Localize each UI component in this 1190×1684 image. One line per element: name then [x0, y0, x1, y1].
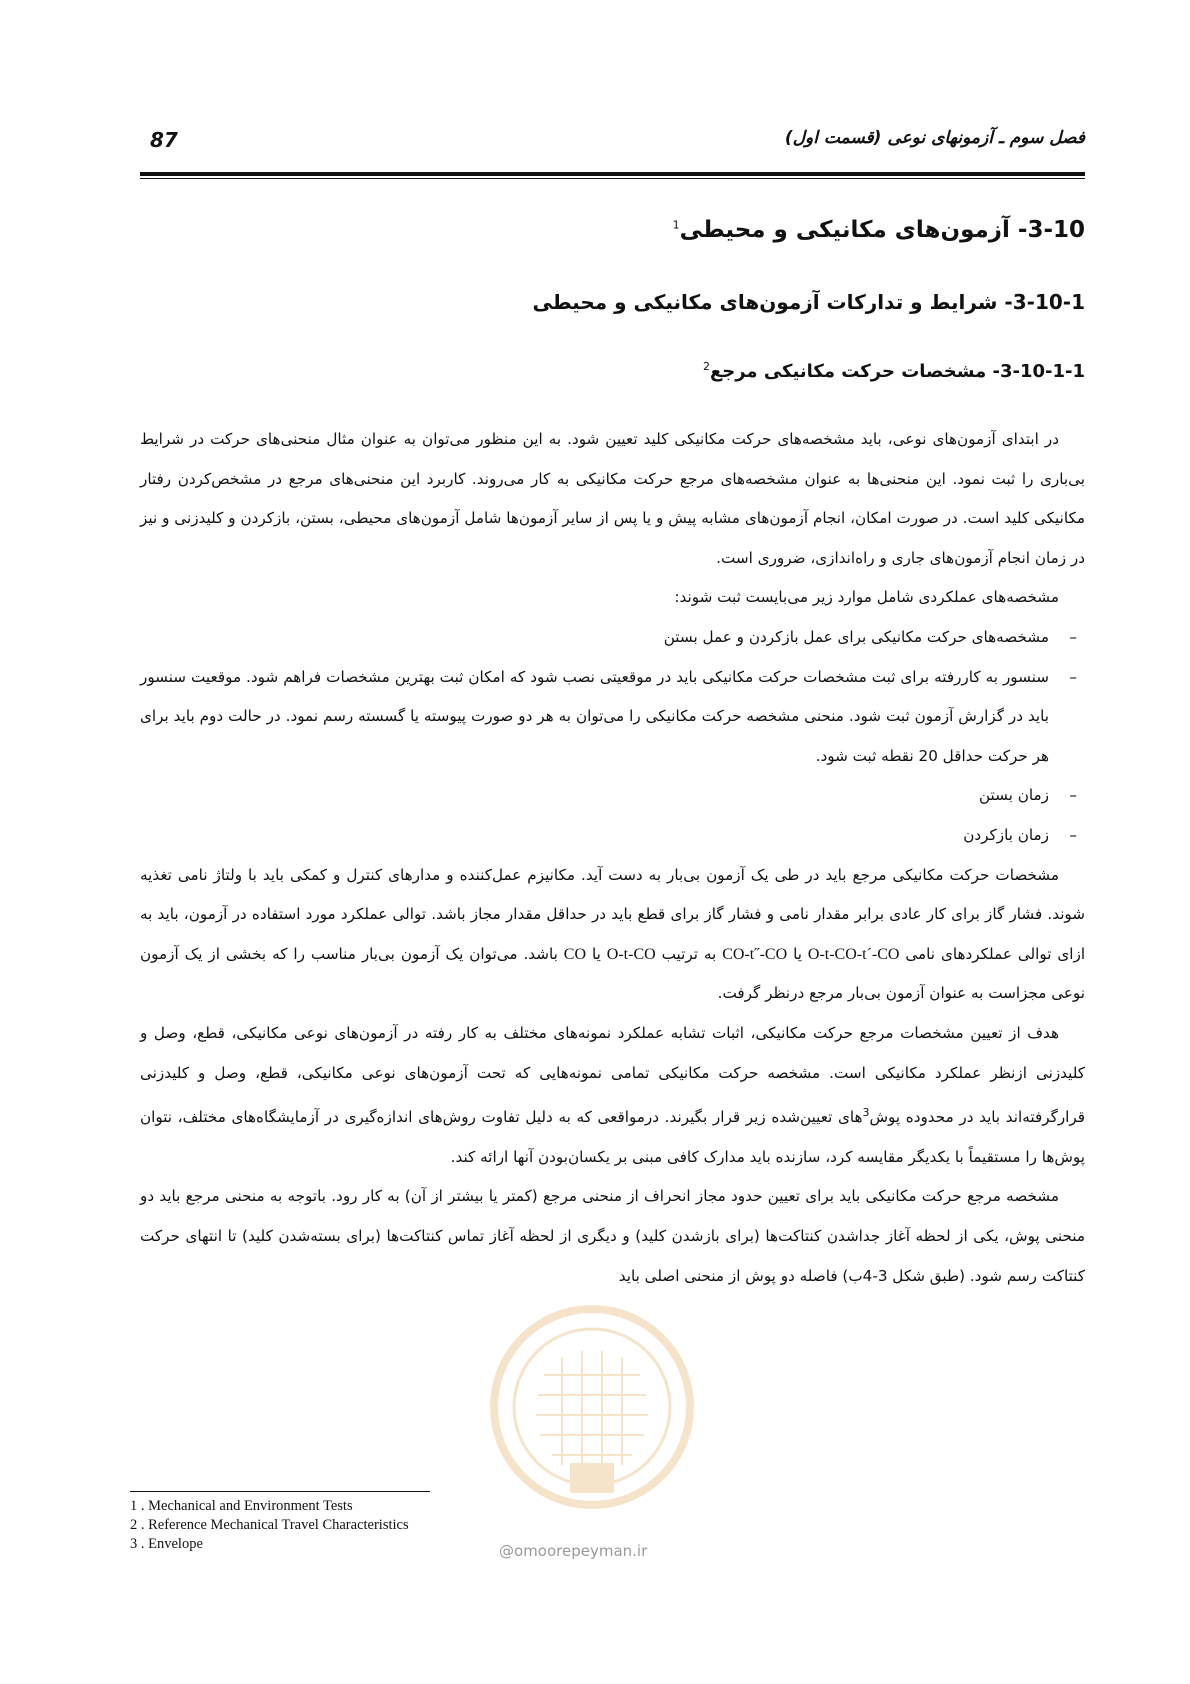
footnote: 3 . Envelope	[130, 1536, 203, 1552]
paragraph: در ابتدای آزمون‌های نوعی، باید مشخصه‌های حرکت مکانیکی کلید تعیین شود. به این منظور می‌توان به عنوان مثال منحنی‌های حرکت در شرایط بی‌باری را ثبت نمود. این منحنی‌ها به عنوان مشخصه‌های مرجع حرکت مکانیکی به کار می‌روند. کاربرد این منحنی‌های مرجع در مشخص‌کردن رفتار مکانیکی کلید است. در صورت امکان، انجام آزمون‌های مشابه پیش و یا پس از سایر آزمون‌ها شامل آزمون‌های محیطی، بستن، بازکردن و کلیدزنی و نیز در زمان انجام آزمون‌های جاری و راه‌اندازی، ضروری است.	[140, 430, 1085, 567]
list-item-text: زمان بستن	[979, 786, 1049, 805]
footnote: 2 . Reference Mechanical Travel Characteristics	[130, 1517, 409, 1533]
section-heading	[140, 217, 1085, 257]
running-header	[140, 128, 1085, 164]
paragraph-text: یا	[591, 944, 601, 963]
list-dash: –	[1069, 786, 1077, 805]
subsubsection-heading	[140, 360, 1085, 394]
list-dash: –	[1069, 627, 1077, 646]
paragraph-text: های تعیین‌شده زیر قرار بگیرند. درمواقعی که به دلیل تفاوت روش‌های اندازه‌گیری در آزمایشگاه‌های مختلف، نتوان پوش‌ها را مستقیماً با یکدیگر مقایسه کرد، سازنده باید مدارک کافی مبنی بر یکسان‌بودن آنها ارائه کند.	[140, 1108, 1085, 1166]
paragraph: مشخصه مرجع حرکت مکانیکی باید برای تعیین حدود مجاز انحراف از منحنی مرجع (کمتر یا بیشتر از آن) به کار رود. باتوجه به منحنی مرجع باید دو منحنی پوش، یکی از لحظه آغاز جداشدن کنتاکت‌ها (برای بازشدن کلید) و دیگری از لحظه آغاز تماس کنتاکت‌ها (برای بسته‌شدن کلید) تا انتهای حرکت کنتاکت رسم شود. (طبق شکل 3-4ب) فاصله دو پوش از منحنی اصلی باید	[140, 1187, 1085, 1285]
page-number: 87	[150, 128, 178, 152]
watermark-seal	[482, 1295, 702, 1525]
section-heading-text: 3-10- آزمون‌های مکانیکی و محیطی	[679, 217, 1085, 243]
operating-sequence: CO	[563, 945, 587, 963]
list-dash: –	[1069, 667, 1077, 686]
paragraph	[140, 1014, 1085, 1177]
list-item	[140, 618, 1085, 658]
paragraph: مشخصه‌های عملکردی شامل موارد زیر می‌بایست ثبت شوند:	[674, 588, 1059, 607]
footnotes	[130, 1497, 630, 1554]
operating-sequence: O-t-CO-t´-CO	[807, 945, 900, 963]
list-item-text: سنسور به کاررفته برای ثبت مشخصات حرکت مکانیکی باید در موقعیتی نصب شود که امکان ثبت بهترین مشخصات فراهم شود. موقعیت سنسور باید در گزارش آزمون ثبت شود. منحنی مشخصه حرکت مکانیکی را می‌توان به هر دو صورت پیوسته یا گسسته رسم نمود. در حالت دوم باید برای هر حرکت حداقل 20 نقطه ثبت شود.	[140, 667, 1049, 765]
operating-sequence: O-t-CO	[606, 945, 656, 963]
list-item	[140, 816, 1085, 856]
paragraph-text: هدف از تعیین مشخصات مرجع حرکت مکانیکی، اثبات تشابه عملکرد نمونه‌های مختلف به کار رفته در آزمون‌های نوعی مکانیکی، قطع، وصل و کلیدزنی ازنظر عملکرد مکانیکی است. مشخصه حرکت مکانیکی تمامی نمونه‌هایی که تحت آزمون‌های نوعی مکانیکی، قطع، وصل و کلیدزنی قرارگرفته‌اند باید در محدوده پوش	[140, 1023, 1086, 1127]
paragraph-text: باشد. می‌توان یک آزمون بی‌بار مناسب را که بخشی از یک آزمون نوعی مجزاست به عنوان آزمون بی‌بار مرجع درنظر گرفت.	[140, 944, 1085, 1003]
paragraph	[140, 856, 1085, 1014]
chapter-title: فصل سوم ـ آزمونهای نوعی (قسمت اول)	[784, 128, 1085, 148]
list-item	[140, 658, 1085, 777]
bullet-list	[140, 618, 1085, 856]
subsubsection-heading-text: 3-10-1-1- مشخصات حرکت مکانیکی مرجع	[709, 361, 1085, 382]
operating-sequence: CO-t˝-CO	[722, 945, 788, 963]
paragraph-text: یا	[793, 944, 802, 963]
watermark-url: @omoorepeyman.ir	[499, 1542, 648, 1560]
header-rule-thin	[140, 178, 1085, 179]
subsection-heading: 3-10-1- شرایط و تدارکات آزمون‌های مکانیکی و محیطی	[532, 290, 1085, 314]
footnote: 1 . Mechanical and Environment Tests	[130, 1498, 353, 1514]
header-rule	[140, 172, 1085, 176]
footnote-marker: 2	[702, 360, 710, 373]
list-dash: –	[1069, 825, 1077, 844]
list-item	[140, 776, 1085, 816]
footnote-marker: 1	[672, 218, 680, 232]
page-body	[140, 205, 1085, 1296]
paragraph-text: مشخصات حرکت مکانیکی مرجع باید در طی یک آزمون بی‌بار به دست آید. مکانیزم عمل‌کننده و مدارهای کنترل و کمکی باید با ولتاژ نامی تغذیه شوند. فشار گاز برای کار عادی برابر مقدار نامی و فشار گاز برای قطع باید در حداقل مقدار مجاز باشد. توالی عملکرد مورد استفاده در آزمون، باید به ازای توالی عملکردهای نامی	[140, 865, 1086, 963]
paragraph-text: به ترتیب	[661, 944, 717, 963]
list-item-text: مشخصه‌های حرکت مکانیکی برای عمل بازکردن و عمل بستن	[663, 627, 1049, 646]
footnote-marker: 3	[862, 1106, 870, 1120]
list-item-text: زمان بازکردن	[963, 825, 1049, 844]
footnote-rule	[130, 1491, 430, 1492]
